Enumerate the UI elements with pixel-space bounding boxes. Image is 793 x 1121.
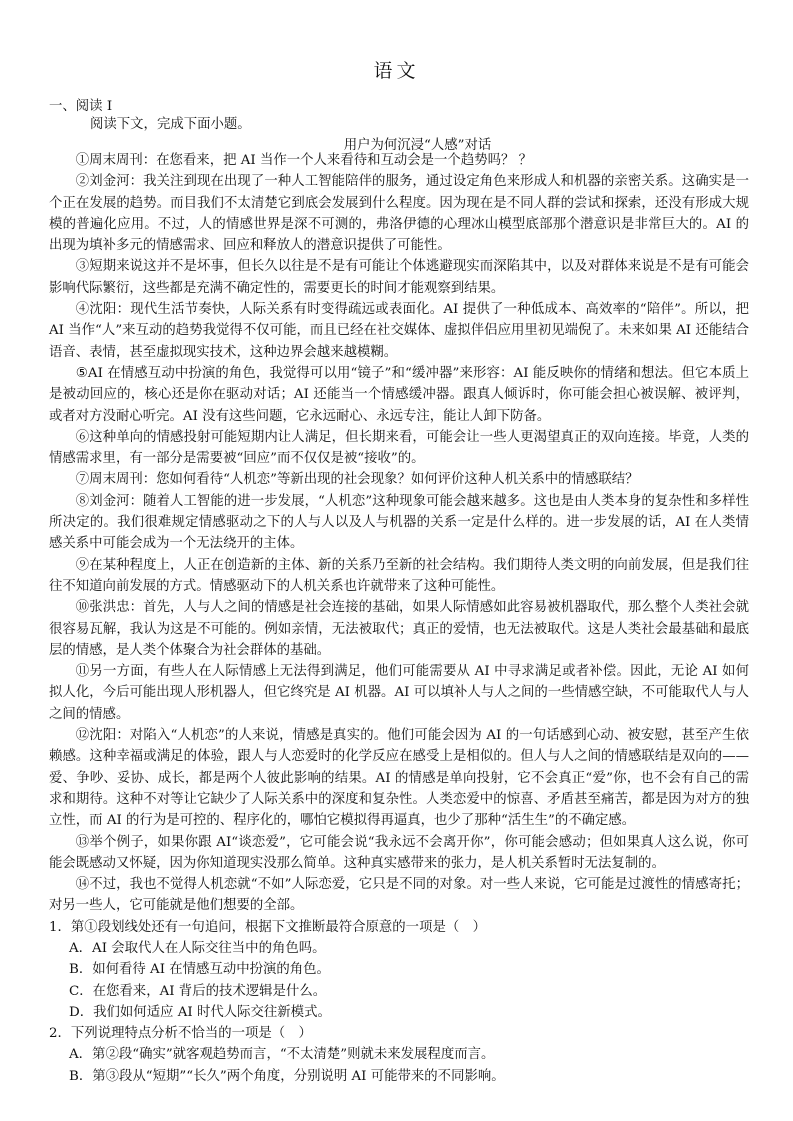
paragraph-8: ⑧刘金河：随着人工智能的进一步发展，“人机恋”这种现象可能会越来越多。这也是由人类本身的复杂性和多样性所决定的。我们很难规定情感驱动之下的人与人以及人与机器的关系一定是什么样的。进一步发展的话，AI 在人类情感关系中可能会成为一个无法绕开的主体。 xyxy=(49,493,749,552)
article-body xyxy=(49,150,749,1087)
paragraph-12: ⑫沈阳：对陷入“人机恋”的人来说，情感是真实的。他们可能会因为 AI 的一句话感到心动、被安慰，甚至产生依赖感。这种幸福或满足的体验，跟人与人恋爱时的化学反应在感受上是相似的。但人与人之间的情感联结是双向的——爱、争吵、妥协、成长，都是两个人彼此影响的结果。AI 的情感是单向投射，它不会真正“爱”你，也不会有自己的需求和期待。这种不对等让它缺少了人际关系中的深度和复杂性。人类恋爱中的惊喜、矛盾甚至痛苦，都是因为对方的独立性，而 AI 的行为是可控的、程序化的，哪怕它模拟得再逼真，也少了那种“活生生”的不确定感。 xyxy=(49,728,749,829)
paragraph-6: ⑥这种单向的情感投射可能短期内让人满足，但长期来看，可能会让一些人更渴望真正的双向连接。毕竟，人类的情感需求里，有一部分是需要被“回应”而不仅仅是被“接收”的。 xyxy=(49,429,749,467)
question-1-option-a: A．AI 会取代人在人际交往当中的角色吗。 xyxy=(69,940,326,956)
paragraph-7: ⑦周末周刊：您如何看待“人机恋”等新出现的社会现象？如何评价这种人机关系中的情感联结？ xyxy=(75,472,639,488)
paragraph-9: ⑨在某种程度上，人正在创造新的主体、新的关系乃至新的社会结构。我们期待人类文明的向前发展，但是我们往往不知道向前发展的方式。情感驱动下的人机关系也许就带来了这种可能性。 xyxy=(49,557,749,594)
paragraph-11: ⑪另一方面，有些人在人际情感上无法得到满足，他们可能需要从 AI 中寻求满足或者补偿。因此，无论 AI 如何拟人化，今后可能出现人形机器人，但它终究是 AI 机器。AI 可以填补人与人之间的一些情感空缺，不可能取代人与人之间的情感。 xyxy=(49,664,749,722)
paragraph-4: ④沈阳：现代生活节奏快，人际关系有时变得疏远或表面化。AI 提供了一种低成本、高效率的“陪伴”。所以，把 AI 当作“人”来互动的趋势我觉得不仅可能，而且已经在社交媒体、虚拟伴侣应用里初见端倪了。未来如果 AI 还能结合语音、表情，甚至虚拟现实技术，这种边界会越来越模糊。 xyxy=(49,302,749,360)
question-2-stem: 2．下列说理特点分析不恰当的一项是（ ） xyxy=(49,1026,312,1042)
question-1-stem: 1．第①段划线处还有一句追问，根据下文推断最符合原意的一项是（ ） xyxy=(49,919,487,935)
question-1-option-c: C．在您看来，AI 背后的技术逻辑是什么。 xyxy=(69,983,327,999)
question-2-option-b: B．第③段从“短期”“长久”两个角度，分别说明 AI 可能带来的不同影响。 xyxy=(69,1068,505,1084)
paragraph-5: ⑤AI 在情感互动中扮演的角色，我觉得可以用“镜子”和“缓冲器”来形容：AI 能反映你的情绪和想法。但它本质上是被动回应的，核心还是你在驱动对话；AI 还能当一个情感缓冲器。跟真人倾诉时，你可能会担心被误解、被评判，或者对方没耐心听完。AI 没有这些问题，它永远耐心、永远专注，能让人卸下防备。 xyxy=(49,365,749,424)
page-title: 语文 xyxy=(373,60,420,82)
paragraph-10: ⑩张洪忠：首先，人与人之间的情感是社会连接的基础，如果人际情感如此容易被机器取代，那么整个人类社会就很容易瓦解，我认为这是不可能的。例如亲情，无法被取代；真正的爱情，也无法被取代。这是人类社会最基础和最底层的情感，是人类个体聚合为社会群体的基础。 xyxy=(49,600,749,658)
paragraph-1: ①周末周刊：在您看来，把 AI 当作一个人来看待和互动会是一个趋势吗？ ？ xyxy=(75,153,533,168)
paragraph-3: ③短期来说这并不是坏事，但长久以往是不是有可能让个体逃避现实而深陷其中，以及对群体来说是不是有可能会影响代际繁衍，这些都是充满不确定性的，需要更长的时间才能观察到结果。 xyxy=(49,259,749,296)
paragraph-14: ⑭不过，我也不觉得人机恋就“不如”人际恋爱，它只是不同的对象。对一些人来说，它可能是过渡性的情感寄托；对另一些人，它可能就是他们想要的全部。 xyxy=(49,877,749,914)
article-title: 用户为何沉浸“人感”对话 xyxy=(343,138,492,153)
instruction-text: 阅读下文，完成下面小题。 xyxy=(90,117,251,132)
question-2-option-a: A．第②段“确实”就客观趋势而言，“不太清楚”则就未来发展程度而言。 xyxy=(69,1047,495,1063)
paragraph-13: ⑬举个例子，如果你跟 AI“谈恋爱”，它可能会说“我永远不会离开你”，你可能会感动；但如果真人这么说，你可能会既感动又怀疑，因为你知道现实没那么简单。这种真实感带来的张力，是人机关系暂时无法复制的。 xyxy=(49,834,749,871)
question-1-option-d: D．我们如何适应 AI 时代人际交往新模式。 xyxy=(69,1004,331,1020)
paragraph-2: ②刘金河：我关注到现在出现了一种人工智能陪伴的服务，通过设定角色来形成人和机器的亲密关系。这确实是一个正在发展的趋势。而目我们不太清楚它到底会发展到什么程度。因为现在是不同人群的尝试和探索，还没有形成大规模的普遍化应用。不过，人的情感世界是深不可测的，弗洛伊德的心理冰山模型底部那个潜意识是非常巨大的。AI 的出现为填补多元的情感需求、回应和释放人的潜意识提供了可能性。 xyxy=(49,174,749,254)
question-1-option-b: B．如何看待 AI 在情感互动中扮演的角色。 xyxy=(69,962,330,978)
section-heading: 一、阅读 I xyxy=(49,99,113,114)
